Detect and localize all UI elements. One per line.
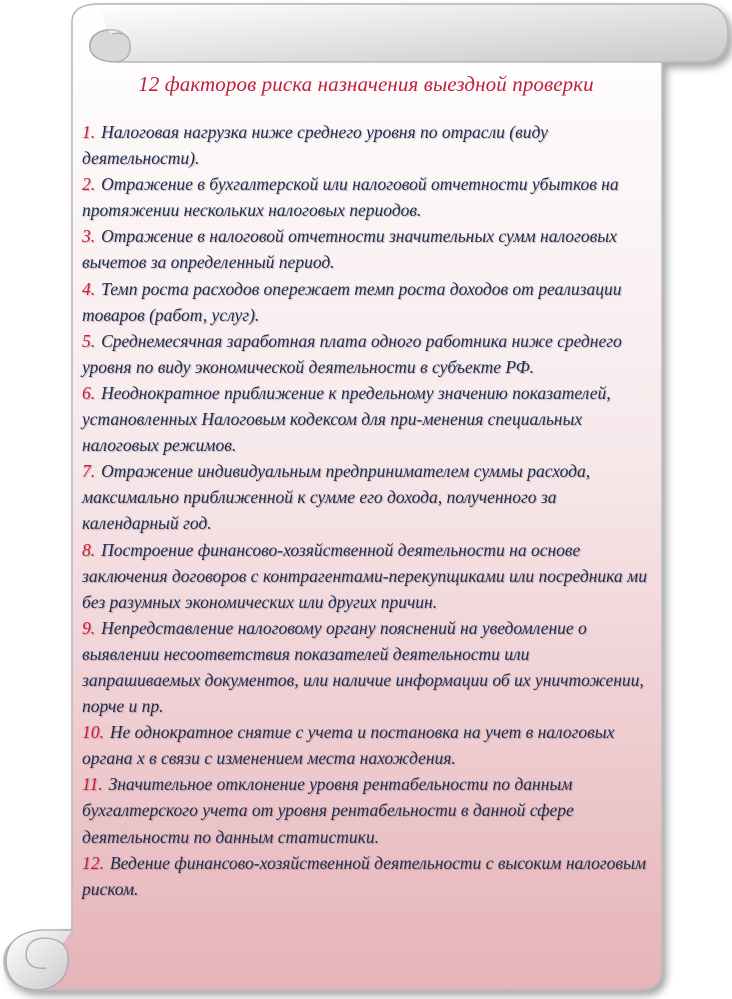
factor-text: Темп роста расходов опережает темп роста доходов от реализации товаров (работ, услуг). bbox=[82, 278, 622, 325]
risk-factor-item bbox=[82, 458, 650, 536]
risk-factor-list bbox=[82, 119, 650, 902]
risk-factor-item bbox=[82, 537, 650, 615]
risk-factor-item bbox=[82, 276, 650, 328]
factor-number: 11. bbox=[82, 774, 103, 795]
factor-number: 10. bbox=[82, 722, 104, 743]
factor-text: Налоговая нагрузка ниже среднего уровня по отрасли (виду деятельности). bbox=[82, 122, 548, 169]
risk-factor-item bbox=[82, 119, 650, 171]
factor-number: 7. bbox=[82, 461, 96, 482]
factor-text: Не однократное снятие с учета и постановка на учет в налоговых органа х в связи с изменением места нахождения. bbox=[82, 722, 615, 769]
factor-number: 4. bbox=[82, 278, 96, 299]
factor-text: Значительное отклонение уровня рентабельности по данным бухгалтерского учета от уровня рентабельности в данной сфере деятельности по данным статистики. bbox=[82, 774, 574, 847]
factor-text: Среднемесячная заработная плата одного работника ниже среднего уровня по виду экономической деятельности в субъекте РФ. bbox=[82, 330, 622, 377]
risk-factor-item bbox=[82, 719, 650, 771]
factor-number: 6. bbox=[82, 382, 96, 403]
factor-text: Отражение в бухгалтерской или налоговой отчетности убытков на протяжении нескольких налоговых периодов. bbox=[82, 174, 619, 221]
risk-factor-item bbox=[82, 615, 650, 719]
scroll-content bbox=[82, 72, 650, 902]
factor-text: Отражение в налоговой отчетности значительных сумм налоговых вычетов за определенный период. bbox=[82, 226, 617, 273]
risk-factor-item bbox=[82, 850, 650, 902]
factor-number: 2. bbox=[82, 174, 96, 195]
factor-number: 12. bbox=[82, 852, 104, 873]
risk-factor-item bbox=[82, 380, 650, 458]
scroll-top-curl bbox=[90, 30, 130, 62]
risk-factor-item bbox=[82, 328, 650, 380]
factor-number: 9. bbox=[82, 617, 96, 638]
risk-factor-item bbox=[82, 171, 650, 223]
factor-text: Построение финансово-хозяйственной деятельности на основе заключения договоров с контрагентами-перекупщиками или посредника ми без разумных экономических или других причин. bbox=[82, 539, 647, 612]
factor-number: 1. bbox=[82, 122, 96, 142]
factor-number: 8. bbox=[82, 539, 96, 560]
risk-factor-item bbox=[82, 771, 650, 849]
factor-text: Непредставление налоговому органу пояснений на уведомление о выявлении несоответствия показателей деятельности или запрашиваемых документов, или наличие информации об их уничтожении, порче и пр. bbox=[82, 617, 644, 717]
factor-number: 3. bbox=[82, 226, 96, 247]
document-title: 12 факторов риска назначения выездной проверки bbox=[138, 72, 594, 96]
scroll-top-roll bbox=[90, 4, 728, 62]
factor-text: Неоднократное приближение к предельному значению показателей, установленных Налоговым кодексом для при-менения специальных налоговых режимов. bbox=[82, 382, 611, 456]
factor-number: 5. bbox=[82, 330, 96, 351]
risk-factor-item bbox=[82, 223, 650, 275]
factor-text: Ведение финансово-хозяйственной деятельности с высоким налоговым риском. bbox=[82, 852, 647, 899]
factor-text: Отражение индивидуальным предпринимателем суммы расхода, максимально приближенной к сумме его дохода, полученного за календарный год. bbox=[82, 461, 591, 534]
